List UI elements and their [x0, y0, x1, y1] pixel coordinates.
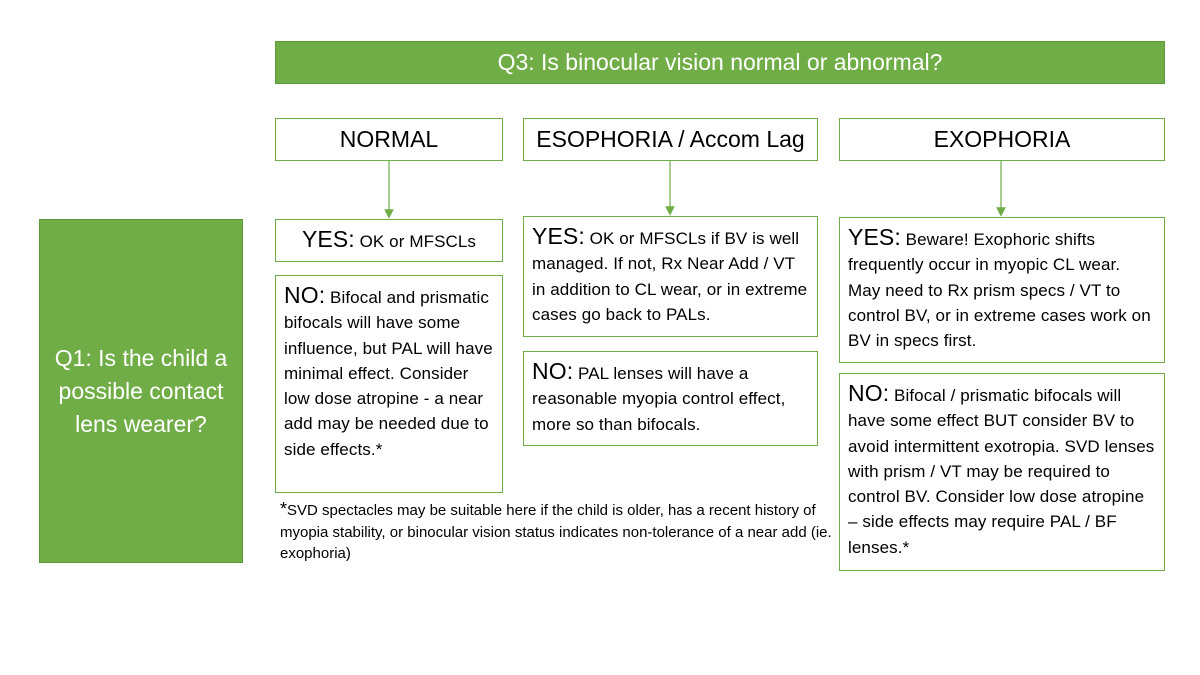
normal-no-text: Bifocal and prismatic bifocals will have some influence, but PAL will have minimal effect. Consider low dose atropine - a near add may be needed due to side effects.* — [284, 288, 493, 459]
exophoria-yes-text: Beware! Exophoric shifts frequently occur in myopic CL wear. May need to Rx prism specs / VT to control BV, or in extreme cases work on BV in specs first. — [848, 230, 1151, 351]
q3-title: Q3: Is binocular vision normal or abnormal? — [497, 49, 943, 75]
normal-yes-text: OK or MFSCLs — [359, 231, 477, 251]
exophoria-yes-box — [839, 217, 1165, 363]
exophoria-no-text: Bifocal / prismatic bifocals will have some effect BUT consider BV to avoid intermittent exotropia. SVD lenses with prism / VT may be required to control BV. Consider low dose atropine – side effects may require PAL / BF lenses.* — [848, 386, 1155, 557]
esophoria-yes-lead: YES: — [532, 223, 585, 249]
esophoria-yes-text: OK or MFSCLs if BV is well managed. If not, Rx Near Add / VT in addition to CL wear, or in extreme cases go back to PALs. — [532, 229, 808, 324]
normal-no-lead: NO: — [284, 282, 326, 308]
q1-title: Q1: Is the child a possible contact lens wearer? — [54, 344, 228, 437]
exophoria-header: EXOPHORIA — [933, 126, 1071, 152]
footnote — [280, 499, 832, 565]
esophoria-header: ESOPHORIA / Accom Lag — [536, 126, 805, 152]
esophoria-yes-box — [523, 216, 818, 337]
normal-no-box — [275, 275, 503, 493]
exophoria-no-box — [839, 373, 1165, 571]
esophoria-no-lead: NO: — [532, 358, 574, 384]
normal-yes-box — [275, 219, 503, 262]
esophoria-no-text: PAL lenses will have a reasonable myopia control effect, more so than bifocals. — [532, 364, 786, 434]
exophoria-no-lead: NO: — [848, 380, 890, 406]
footnote-text: SVD spectacles may be suitable here if the child is older, has a recent history of myopia stability, or binocular vision status indicates non-tolerance of a near add (ie. exophoria) — [280, 502, 832, 562]
footnote-star: * — [280, 499, 288, 519]
exophoria-yes-lead: YES: — [848, 224, 901, 250]
normal-header: NORMAL — [339, 126, 439, 152]
esophoria-no-box — [523, 351, 818, 446]
normal-yes-lead: YES: — [301, 225, 355, 252]
